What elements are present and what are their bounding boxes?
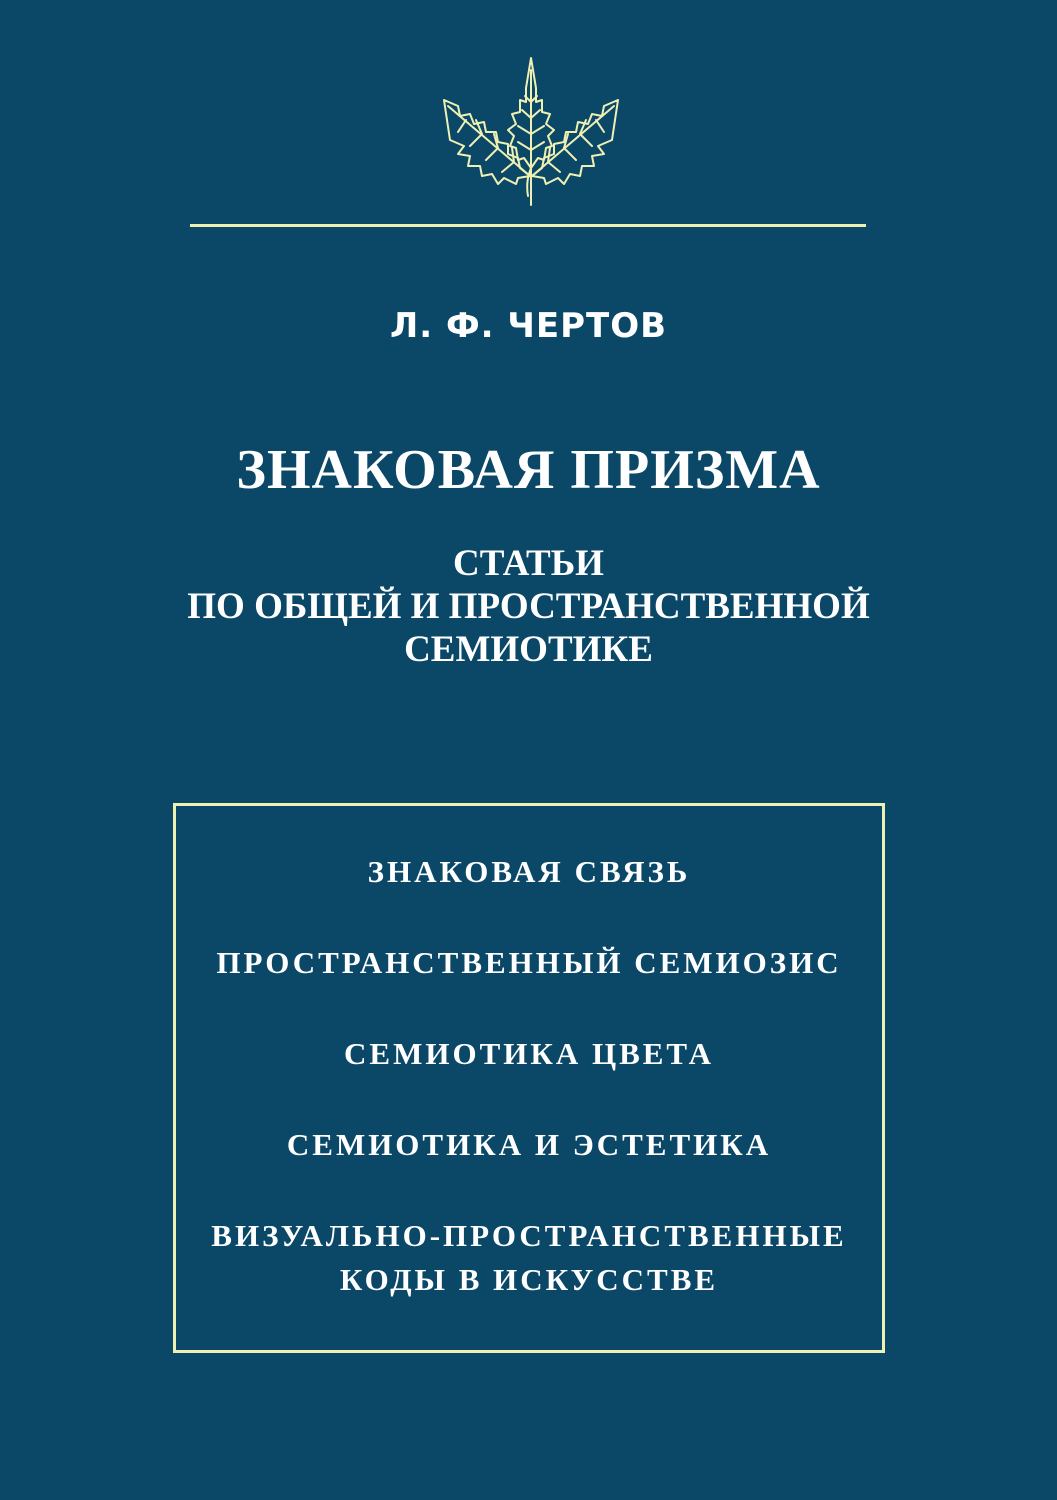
subtitle-line: СТАТЬИ — [453, 543, 604, 584]
topic-item — [176, 850, 882, 894]
topic-item — [176, 941, 882, 985]
topic-item — [176, 1032, 882, 1076]
divider-line — [190, 224, 866, 227]
topic-line: КОДЫ В ИСКУССТВЕ — [339, 1262, 719, 1297]
book-title: ЗНАКОВАЯ ПРИЗМА — [236, 439, 821, 501]
book-subtitle — [0, 542, 1057, 671]
three-leaf-icon — [438, 50, 624, 210]
subtitle-line: ПО ОБЩЕЙ И ПРОСТРАНСТВЕННОЙ — [187, 586, 870, 627]
topic-line: ПРОСТРАНСТВЕННЫЙ СЕМИОЗИС — [216, 945, 842, 980]
topics-frame — [173, 803, 885, 1353]
topic-line: ВИЗУАЛЬНО-ПРОСТРАНСТВЕННЫЕ — [211, 1218, 847, 1253]
topic-item — [176, 1214, 882, 1302]
topic-line: ЗНАКОВАЯ СВЯЗЬ — [367, 854, 691, 889]
topic-line: СЕМИОТИКА ЦВЕТА — [344, 1036, 714, 1071]
topic-item — [176, 1123, 882, 1167]
author-name: Л. Ф. ЧЕРТОВ — [389, 306, 668, 346]
subtitle-line: СЕМИОТИКЕ — [404, 629, 653, 670]
topic-line: СЕМИОТИКА И ЭСТЕТИКА — [286, 1127, 772, 1162]
